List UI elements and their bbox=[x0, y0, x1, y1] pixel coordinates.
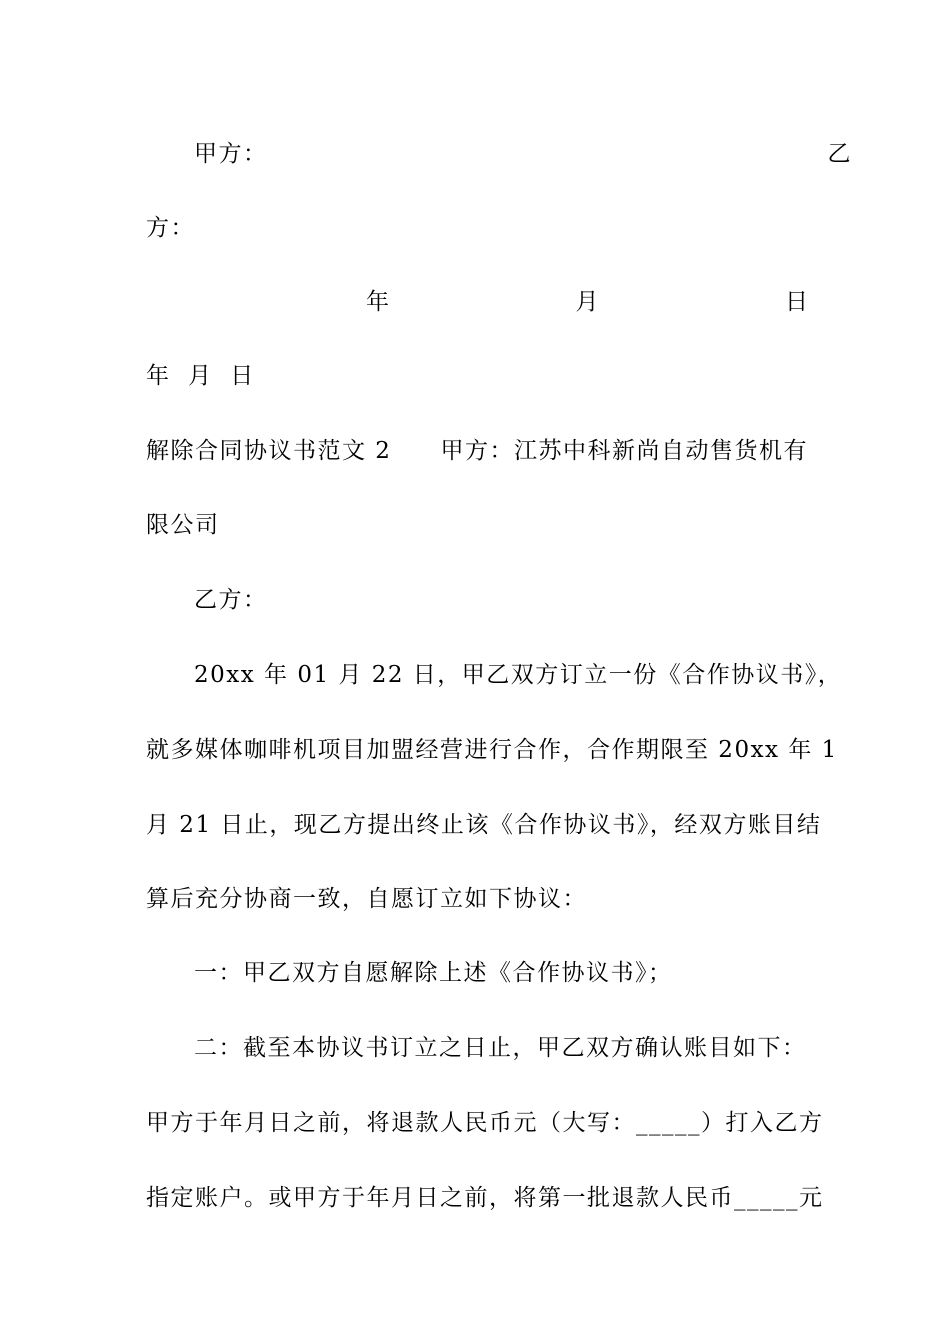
heading-continuation: 限公司 bbox=[146, 512, 220, 538]
date-day: 日 bbox=[785, 289, 810, 315]
date-line bbox=[146, 282, 810, 322]
clause-2-line: 甲方于年月日之前，将退款人民币元（大写：_____）打入乙方 bbox=[146, 1110, 824, 1136]
clause-1: 一：甲乙双方自愿解除上述《合作协议书》； bbox=[194, 960, 673, 986]
signature-line bbox=[146, 134, 852, 174]
paragraph-line: 算后充分协商一致，自愿订立如下协议： bbox=[146, 886, 587, 912]
date-short-line: 年 月 日 bbox=[146, 363, 255, 389]
paragraph-line: 20xx 年 01 月 22 日，甲乙双方订立一份《合作协议书》， bbox=[194, 662, 843, 688]
party-b-label-start: 乙 bbox=[827, 141, 852, 167]
date-month: 月 bbox=[575, 289, 600, 315]
date-year: 年 bbox=[366, 289, 391, 315]
party-b-label-end: 方： bbox=[146, 215, 195, 241]
clause-2-line: 指定账户。或甲方于年月日之前，将第一批退款人民币_____元 bbox=[146, 1185, 824, 1211]
heading-line: 解除合同协议书范文 2 甲方：江苏中科新尚自动售货机有 bbox=[146, 438, 808, 464]
party-b-line: 乙方： bbox=[194, 587, 268, 613]
paragraph-line: 就多媒体咖啡机项目加盟经营进行合作，合作期限至 20xx 年 1 bbox=[146, 737, 838, 763]
clause-2: 二：截至本协议书订立之日止，甲乙双方确认账目如下： bbox=[194, 1035, 807, 1061]
paragraph-line: 月 21 日止，现乙方提出终止该《合作协议书》，经双方账目结 bbox=[146, 812, 822, 838]
party-a-label: 甲方： bbox=[194, 141, 268, 167]
